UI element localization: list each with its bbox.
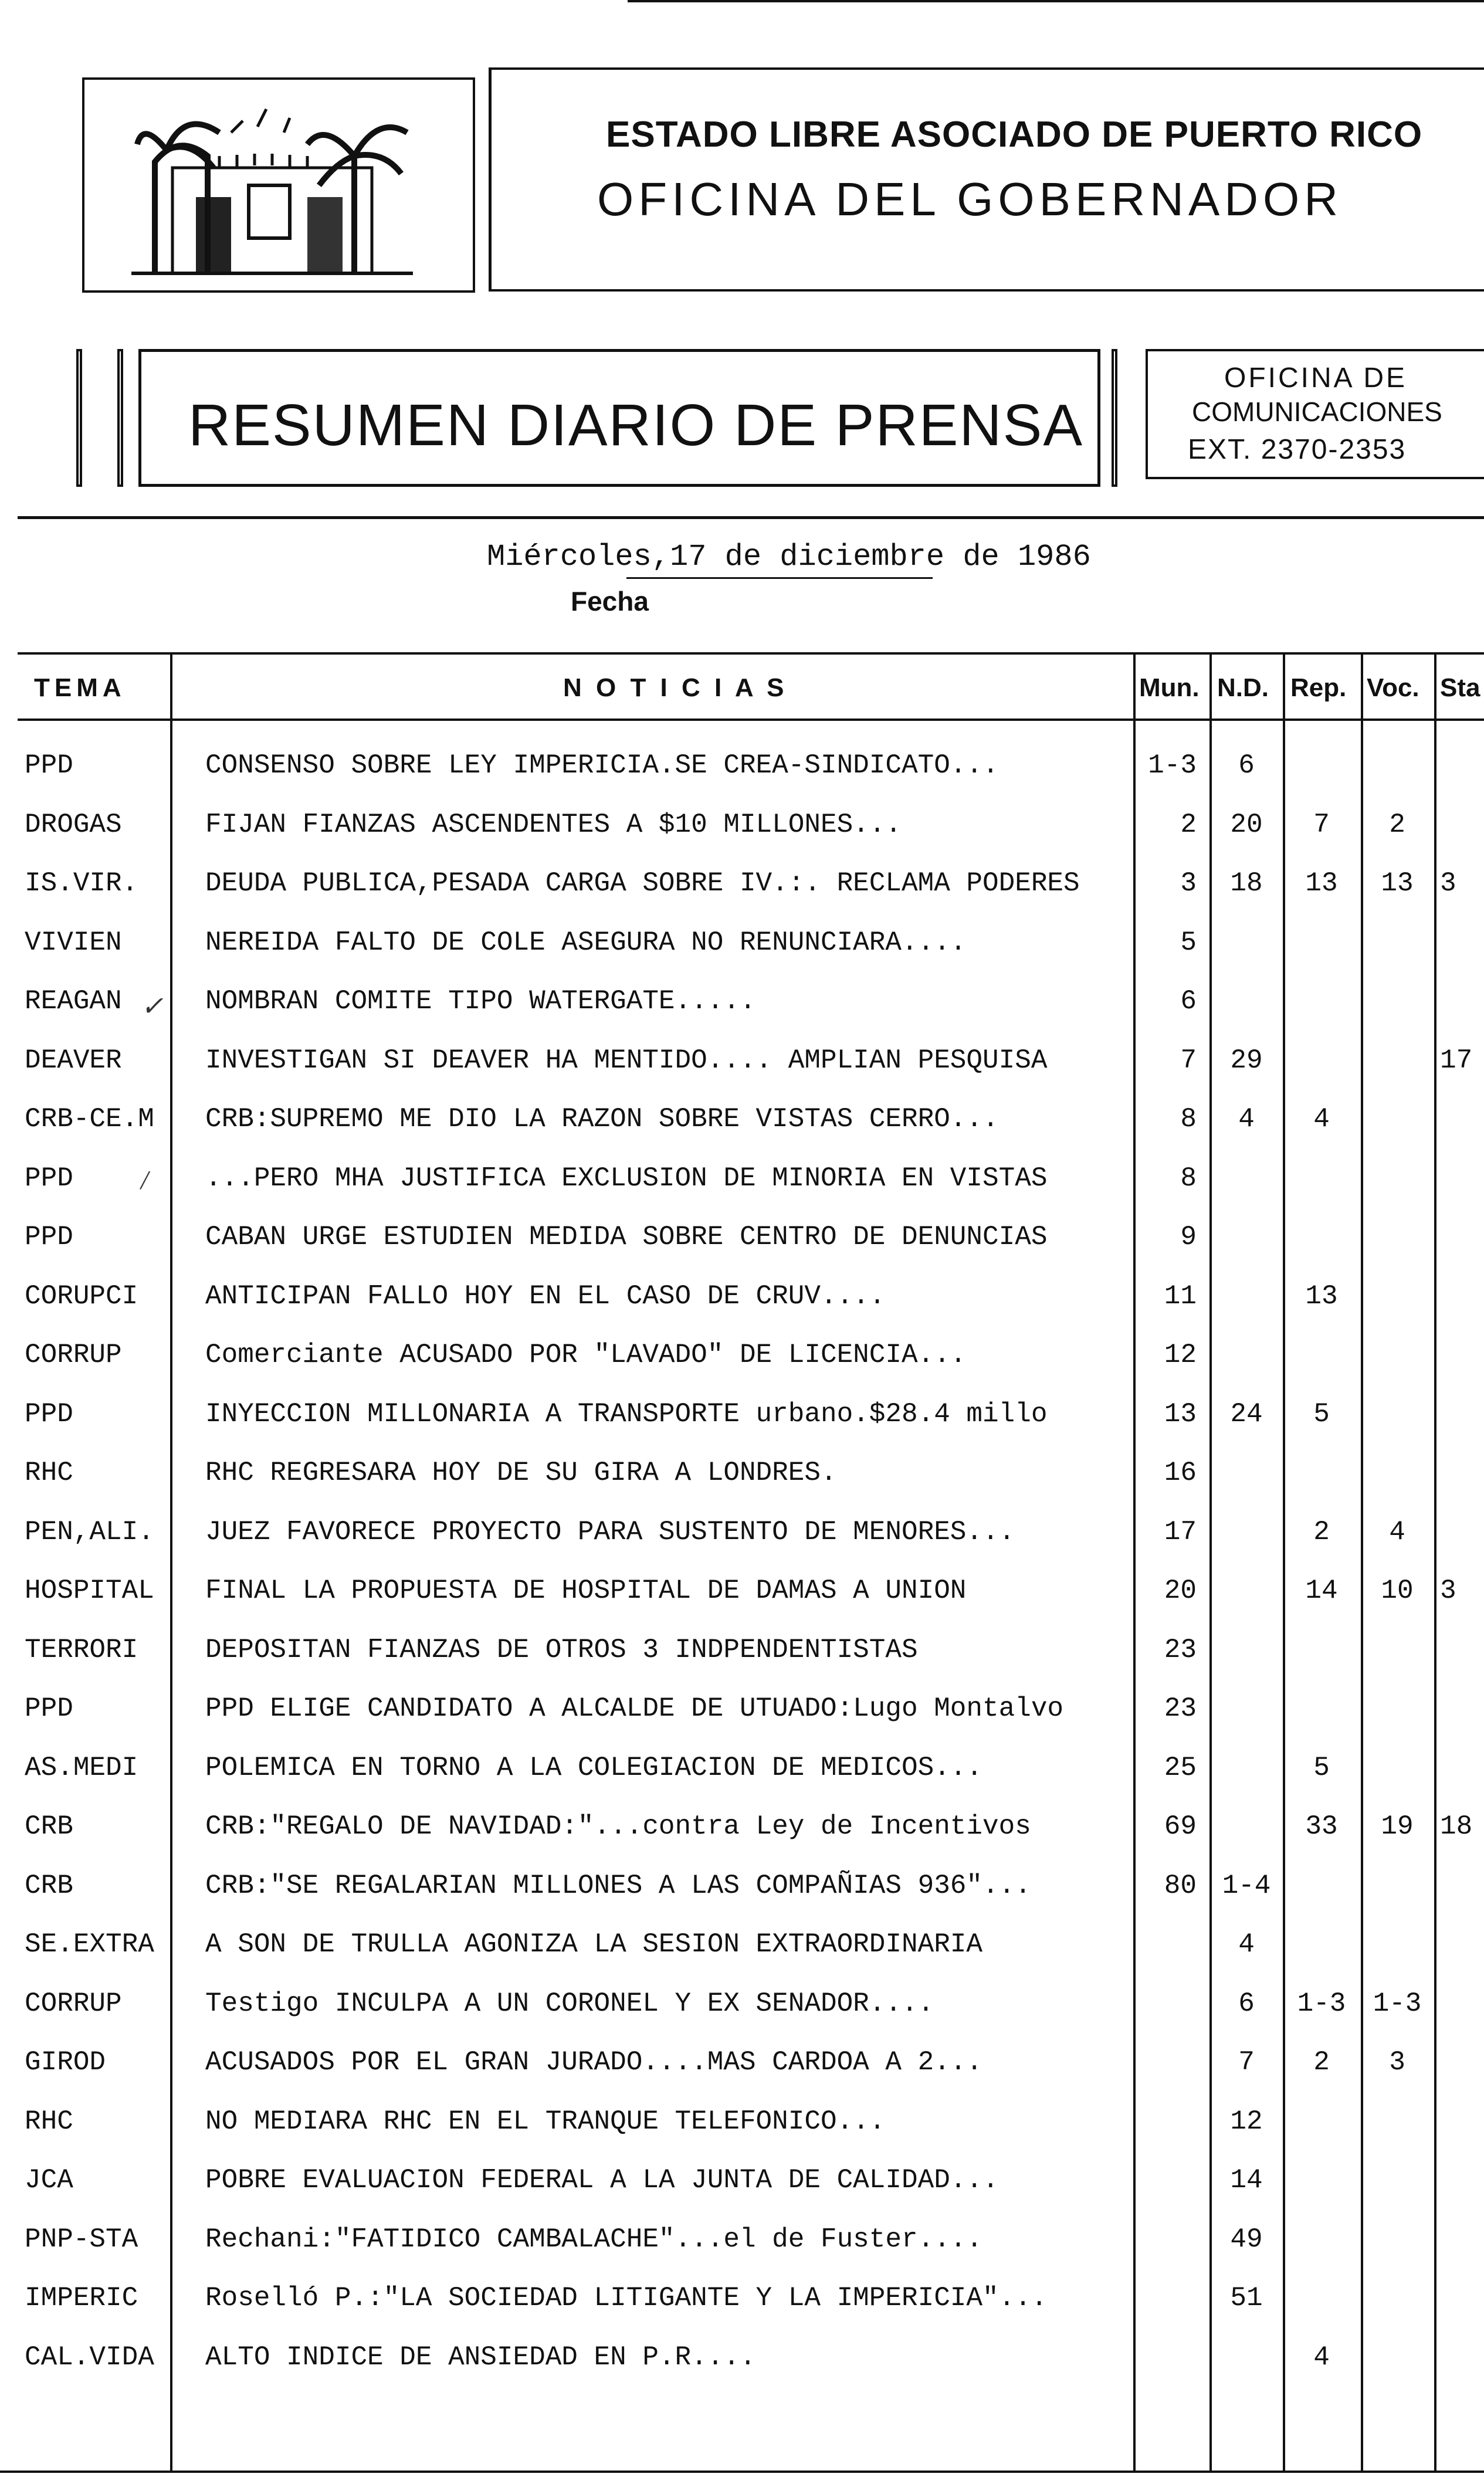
tema-cell: CORUPCI bbox=[25, 1280, 138, 1312]
table-header-border bbox=[18, 719, 1484, 721]
tema-cell: GIROD bbox=[25, 2047, 106, 2078]
title-box bbox=[138, 349, 1100, 487]
date-suffix: de 1986 bbox=[944, 540, 1091, 574]
date-line bbox=[487, 540, 1091, 574]
tema-cell: CORRUP bbox=[25, 1340, 122, 1370]
table-row bbox=[0, 2033, 1484, 2092]
news-cell: NEREIDA FALTO DE COLE ASEGURA NO RENUNCIARA.... bbox=[205, 927, 967, 958]
office-box bbox=[1146, 349, 1484, 479]
news-cell: INYECCION MILLONARIA A TRANSPORTE urbano.$28.4 millo bbox=[205, 1398, 1048, 1429]
nd-cell: 12 bbox=[1230, 2106, 1263, 2137]
nd-cell: 18 bbox=[1230, 868, 1263, 899]
rep-cell: 7 bbox=[1313, 809, 1330, 840]
news-cell: CRB:SUPREMO ME DIO LA RAZON SOBRE VISTAS CERRO... bbox=[205, 1104, 999, 1134]
tema-cell: PPD bbox=[25, 1693, 73, 1724]
news-cell: CONSENSO SOBRE LEY IMPERICIA.SE CREA-SINDICATO... bbox=[205, 750, 999, 781]
sta-cell: 3 bbox=[1440, 1575, 1456, 1606]
table-row bbox=[0, 1856, 1484, 1915]
mun-cell: 23 bbox=[1164, 1693, 1197, 1724]
news-cell: CRB:"REGALO DE NAVIDAD:"...contra Ley de Incentivos bbox=[205, 1811, 1031, 1842]
table-row bbox=[0, 2092, 1484, 2151]
tema-cell: IMPERIC bbox=[25, 2283, 138, 2313]
sta-cell: 3 bbox=[1440, 868, 1456, 899]
news-cell: ...PERO MHA JUSTIFICA EXCLUSION DE MINORIA EN VISTAS bbox=[205, 1163, 1048, 1194]
date-label: Fecha bbox=[571, 586, 649, 616]
tema-cell: DEAVER bbox=[25, 1045, 122, 1076]
voc-cell: 2 bbox=[1389, 809, 1405, 840]
table-row bbox=[0, 1915, 1484, 1974]
news-cell: Comerciante ACUSADO POR "LAVADO" DE LICENCIA... bbox=[205, 1340, 967, 1370]
rep-cell: 2 bbox=[1313, 2047, 1330, 2078]
news-cell: NOMBRAN COMITE TIPO WATERGATE..... bbox=[205, 986, 756, 1016]
header-tema: TEMA bbox=[34, 673, 126, 702]
mun-cell: 5 bbox=[1180, 927, 1197, 958]
table-row bbox=[0, 2328, 1484, 2387]
tema-cell: CRB bbox=[25, 1870, 73, 1901]
tema-cell: REAGAN bbox=[25, 986, 122, 1016]
table-row bbox=[0, 1149, 1484, 1208]
table-row bbox=[0, 1267, 1484, 1326]
nd-cell: 20 bbox=[1230, 809, 1263, 840]
mun-cell: 2 bbox=[1180, 809, 1197, 840]
mun-cell: 9 bbox=[1180, 1222, 1197, 1252]
tema-cell: PPD bbox=[25, 1163, 73, 1194]
mun-cell: 23 bbox=[1164, 1634, 1197, 1665]
mun-cell: 3 bbox=[1180, 868, 1197, 899]
mun-cell: 7 bbox=[1180, 1045, 1197, 1076]
page-title: RESUMEN DIARIO DE PRENSA bbox=[188, 392, 1084, 458]
tema-cell: CORRUP bbox=[25, 1988, 122, 2019]
office-line1: OFICINA DE bbox=[1224, 362, 1408, 394]
news-cell: A SON DE TRULLA AGONIZA LA SESION EXTRAORDINARIA bbox=[205, 1929, 983, 1960]
mun-cell: 8 bbox=[1180, 1104, 1197, 1134]
table-row bbox=[0, 1621, 1484, 1679]
mun-cell: 69 bbox=[1164, 1811, 1197, 1842]
tema-cell: PEN,ALI. bbox=[25, 1516, 154, 1547]
news-cell: INVESTIGAN SI DEAVER HA MENTIDO.... AMPLIAN PESQUISA bbox=[205, 1045, 1048, 1076]
nd-cell: 6 bbox=[1238, 750, 1255, 781]
tema-cell: PNP-STA bbox=[25, 2224, 138, 2255]
mun-cell: 80 bbox=[1164, 1870, 1197, 1901]
check-mark-reagan: ✓ bbox=[141, 991, 164, 1021]
tema-cell: PPD bbox=[25, 750, 73, 781]
government-header bbox=[489, 67, 1484, 292]
news-cell: CABAN URGE ESTUDIEN MEDIDA SOBRE CENTRO DE DENUNCIAS bbox=[205, 1222, 1048, 1252]
news-cell: JUEZ FAVORECE PROYECTO PARA SUSTENTO DE MENORES... bbox=[205, 1516, 1015, 1547]
news-cell: POBRE EVALUACION FEDERAL A LA JUNTA DE CALIDAD... bbox=[205, 2165, 999, 2195]
date-prefix: Miércoles,17 de bbox=[487, 540, 780, 574]
logo-box bbox=[82, 77, 475, 293]
date-underline bbox=[626, 577, 933, 579]
header-mun: Mun. bbox=[1139, 673, 1200, 702]
rep-cell: 13 bbox=[1305, 868, 1338, 899]
voc-cell: 19 bbox=[1381, 1811, 1414, 1842]
mun-cell: 6 bbox=[1180, 986, 1197, 1016]
table-row bbox=[0, 1503, 1484, 1561]
mun-cell: 12 bbox=[1164, 1340, 1197, 1370]
mun-cell: 20 bbox=[1164, 1575, 1197, 1606]
header-nd: N.D. bbox=[1217, 673, 1269, 702]
tema-cell: JCA bbox=[25, 2165, 73, 2195]
mun-cell: 13 bbox=[1164, 1398, 1197, 1429]
news-cell: FINAL LA PROPUESTA DE HOSPITAL DE DAMAS A UNION bbox=[205, 1575, 967, 1606]
voc-cell: 1-3 bbox=[1373, 1988, 1422, 2019]
left-bar-1 bbox=[76, 349, 82, 487]
header-rep: Rep. bbox=[1290, 673, 1347, 702]
rep-cell: 1-3 bbox=[1297, 1988, 1346, 2019]
tema-cell: PPD bbox=[25, 1222, 73, 1252]
rep-cell: 13 bbox=[1305, 1280, 1338, 1312]
tema-cell: PPD bbox=[25, 1398, 73, 1429]
tema-cell: CRB bbox=[25, 1811, 73, 1842]
news-cell: Testigo INCULPA A UN CORONEL Y EX SENADOR.... bbox=[205, 1988, 934, 2019]
top-rule bbox=[628, 0, 1484, 2]
table-row bbox=[0, 1739, 1484, 1797]
nd-cell: 6 bbox=[1238, 1988, 1255, 2019]
table-row bbox=[0, 2210, 1484, 2269]
header-divider bbox=[18, 516, 1484, 519]
tema-cell: RHC bbox=[25, 1458, 73, 1488]
rep-cell: 14 bbox=[1305, 1575, 1338, 1606]
voc-cell: 4 bbox=[1389, 1516, 1405, 1547]
voc-cell: 3 bbox=[1389, 2047, 1405, 2078]
office-line2: COMUNICACIONES bbox=[1192, 397, 1442, 427]
mun-cell: 11 bbox=[1164, 1280, 1197, 1312]
table-row bbox=[0, 1326, 1484, 1384]
mun-cell: 16 bbox=[1164, 1458, 1197, 1488]
table-row bbox=[0, 736, 1484, 795]
table-row bbox=[0, 2151, 1484, 2209]
nd-cell: 7 bbox=[1238, 2047, 1255, 2078]
table-row bbox=[0, 1208, 1484, 1266]
voc-cell: 13 bbox=[1381, 868, 1414, 899]
gov-line2: OFICINA DEL GOBERNADOR bbox=[597, 173, 1343, 225]
tema-cell: IS.VIR. bbox=[25, 868, 138, 899]
header-noticias: N O T I C I A S bbox=[563, 673, 788, 702]
gov-line1: ESTADO LIBRE ASOCIADO DE PUERTO RICO bbox=[606, 114, 1423, 155]
nd-cell: 14 bbox=[1230, 2165, 1263, 2195]
left-bar-2 bbox=[117, 349, 123, 487]
news-cell: DEPOSITAN FIANZAS DE OTROS 3 INDPENDENTISTAS bbox=[205, 1634, 918, 1665]
rep-cell: 33 bbox=[1305, 1811, 1338, 1842]
news-cell: ALTO INDICE DE ANSIEDAD EN P.R.... bbox=[205, 2341, 756, 2373]
table-row bbox=[0, 1797, 1484, 1856]
table-bottom-border bbox=[0, 2471, 1484, 2473]
nd-cell: 49 bbox=[1230, 2224, 1263, 2255]
nd-cell: 51 bbox=[1230, 2283, 1263, 2313]
tema-cell: SE.EXTRA bbox=[25, 1929, 154, 1960]
mun-cell: 17 bbox=[1164, 1516, 1197, 1547]
check-mark-ppd: / bbox=[141, 1165, 148, 1195]
news-cell: POLEMICA EN TORNO A LA COLEGIACION DE MEDICOS... bbox=[205, 1752, 983, 1783]
news-cell: FIJAN FIANZAS ASCENDENTES A $10 MILLONES... bbox=[205, 809, 902, 840]
rep-cell: 4 bbox=[1313, 1104, 1330, 1134]
tema-cell: CAL.VIDA bbox=[25, 2341, 154, 2373]
office-extension: EXT. 2370-2353 bbox=[1188, 434, 1407, 465]
table-row bbox=[0, 1561, 1484, 1620]
news-cell: CRB:"SE REGALARIAN MILLONES A LAS COMPAÑIAS 936"... bbox=[205, 1870, 1031, 1901]
table-row bbox=[0, 1031, 1484, 1090]
table-row bbox=[0, 1974, 1484, 2033]
table-row bbox=[0, 795, 1484, 854]
tema-cell: TERRORI bbox=[25, 1634, 138, 1665]
table-row bbox=[0, 913, 1484, 972]
mun-cell: 8 bbox=[1180, 1163, 1197, 1194]
header-sta: Sta bbox=[1440, 673, 1480, 702]
right-bar-1 bbox=[1112, 349, 1117, 487]
table-row bbox=[0, 1385, 1484, 1443]
date-month: diciembre bbox=[780, 540, 945, 574]
news-cell: ANTICIPAN FALLO HOY EN EL CASO DE CRUV.... bbox=[205, 1280, 886, 1312]
news-cell: RHC REGRESARA HOY DE SU GIRA A LONDRES. bbox=[205, 1458, 837, 1488]
tema-cell: AS.MEDI bbox=[25, 1752, 138, 1783]
news-cell: PPD ELIGE CANDIDATO A ALCALDE DE UTUADO:Lugo Montalvo bbox=[205, 1693, 1064, 1724]
table-row bbox=[0, 972, 1484, 1031]
news-cell: ACUSADOS POR EL GRAN JURADO....MAS CARDOA A 2... bbox=[205, 2047, 983, 2078]
table-row bbox=[0, 2269, 1484, 2327]
rep-cell: 5 bbox=[1313, 1752, 1330, 1783]
header-voc: Voc. bbox=[1367, 673, 1419, 702]
mun-cell: 1-3 bbox=[1148, 750, 1197, 781]
tema-cell: DROGAS bbox=[25, 809, 122, 840]
rep-cell: 2 bbox=[1313, 1516, 1330, 1547]
tema-cell: RHC bbox=[25, 2106, 73, 2137]
nd-cell: 29 bbox=[1230, 1045, 1263, 1076]
news-cell: NO MEDIARA RHC EN EL TRANQUE TELEFONICO... bbox=[205, 2106, 886, 2137]
sta-cell: 18 bbox=[1440, 1811, 1473, 1842]
news-cell: Rechani:"FATIDICO CAMBALACHE"...el de Fuster.... bbox=[205, 2224, 983, 2255]
table-row bbox=[0, 1679, 1484, 1738]
table-row bbox=[0, 854, 1484, 913]
news-cell: DEUDA PUBLICA,PESADA CARGA SOBRE IV.:. RECLAMA PODERES bbox=[205, 868, 1080, 899]
nd-cell: 4 bbox=[1238, 1104, 1255, 1134]
nd-cell: 24 bbox=[1230, 1398, 1263, 1429]
news-cell: Roselló P.:"LA SOCIEDAD LITIGANTE Y LA IMPERICIA"... bbox=[205, 2283, 1048, 2313]
rep-cell: 5 bbox=[1313, 1398, 1330, 1429]
table-top-border bbox=[18, 652, 1484, 655]
nd-cell: 1-4 bbox=[1222, 1870, 1271, 1901]
table-row bbox=[0, 1090, 1484, 1148]
governor-mansion-emblem bbox=[131, 97, 413, 279]
mun-cell: 25 bbox=[1164, 1752, 1197, 1783]
table-row bbox=[0, 1443, 1484, 1502]
voc-cell: 10 bbox=[1381, 1575, 1414, 1606]
tema-cell: HOSPITAL bbox=[25, 1575, 154, 1606]
sta-cell: 17 bbox=[1440, 1045, 1473, 1076]
nd-cell: 4 bbox=[1238, 1929, 1255, 1960]
tema-cell: VIVIEN bbox=[25, 927, 122, 958]
rep-cell: 4 bbox=[1313, 2341, 1330, 2373]
tema-cell: CRB-CE.M bbox=[25, 1104, 154, 1134]
